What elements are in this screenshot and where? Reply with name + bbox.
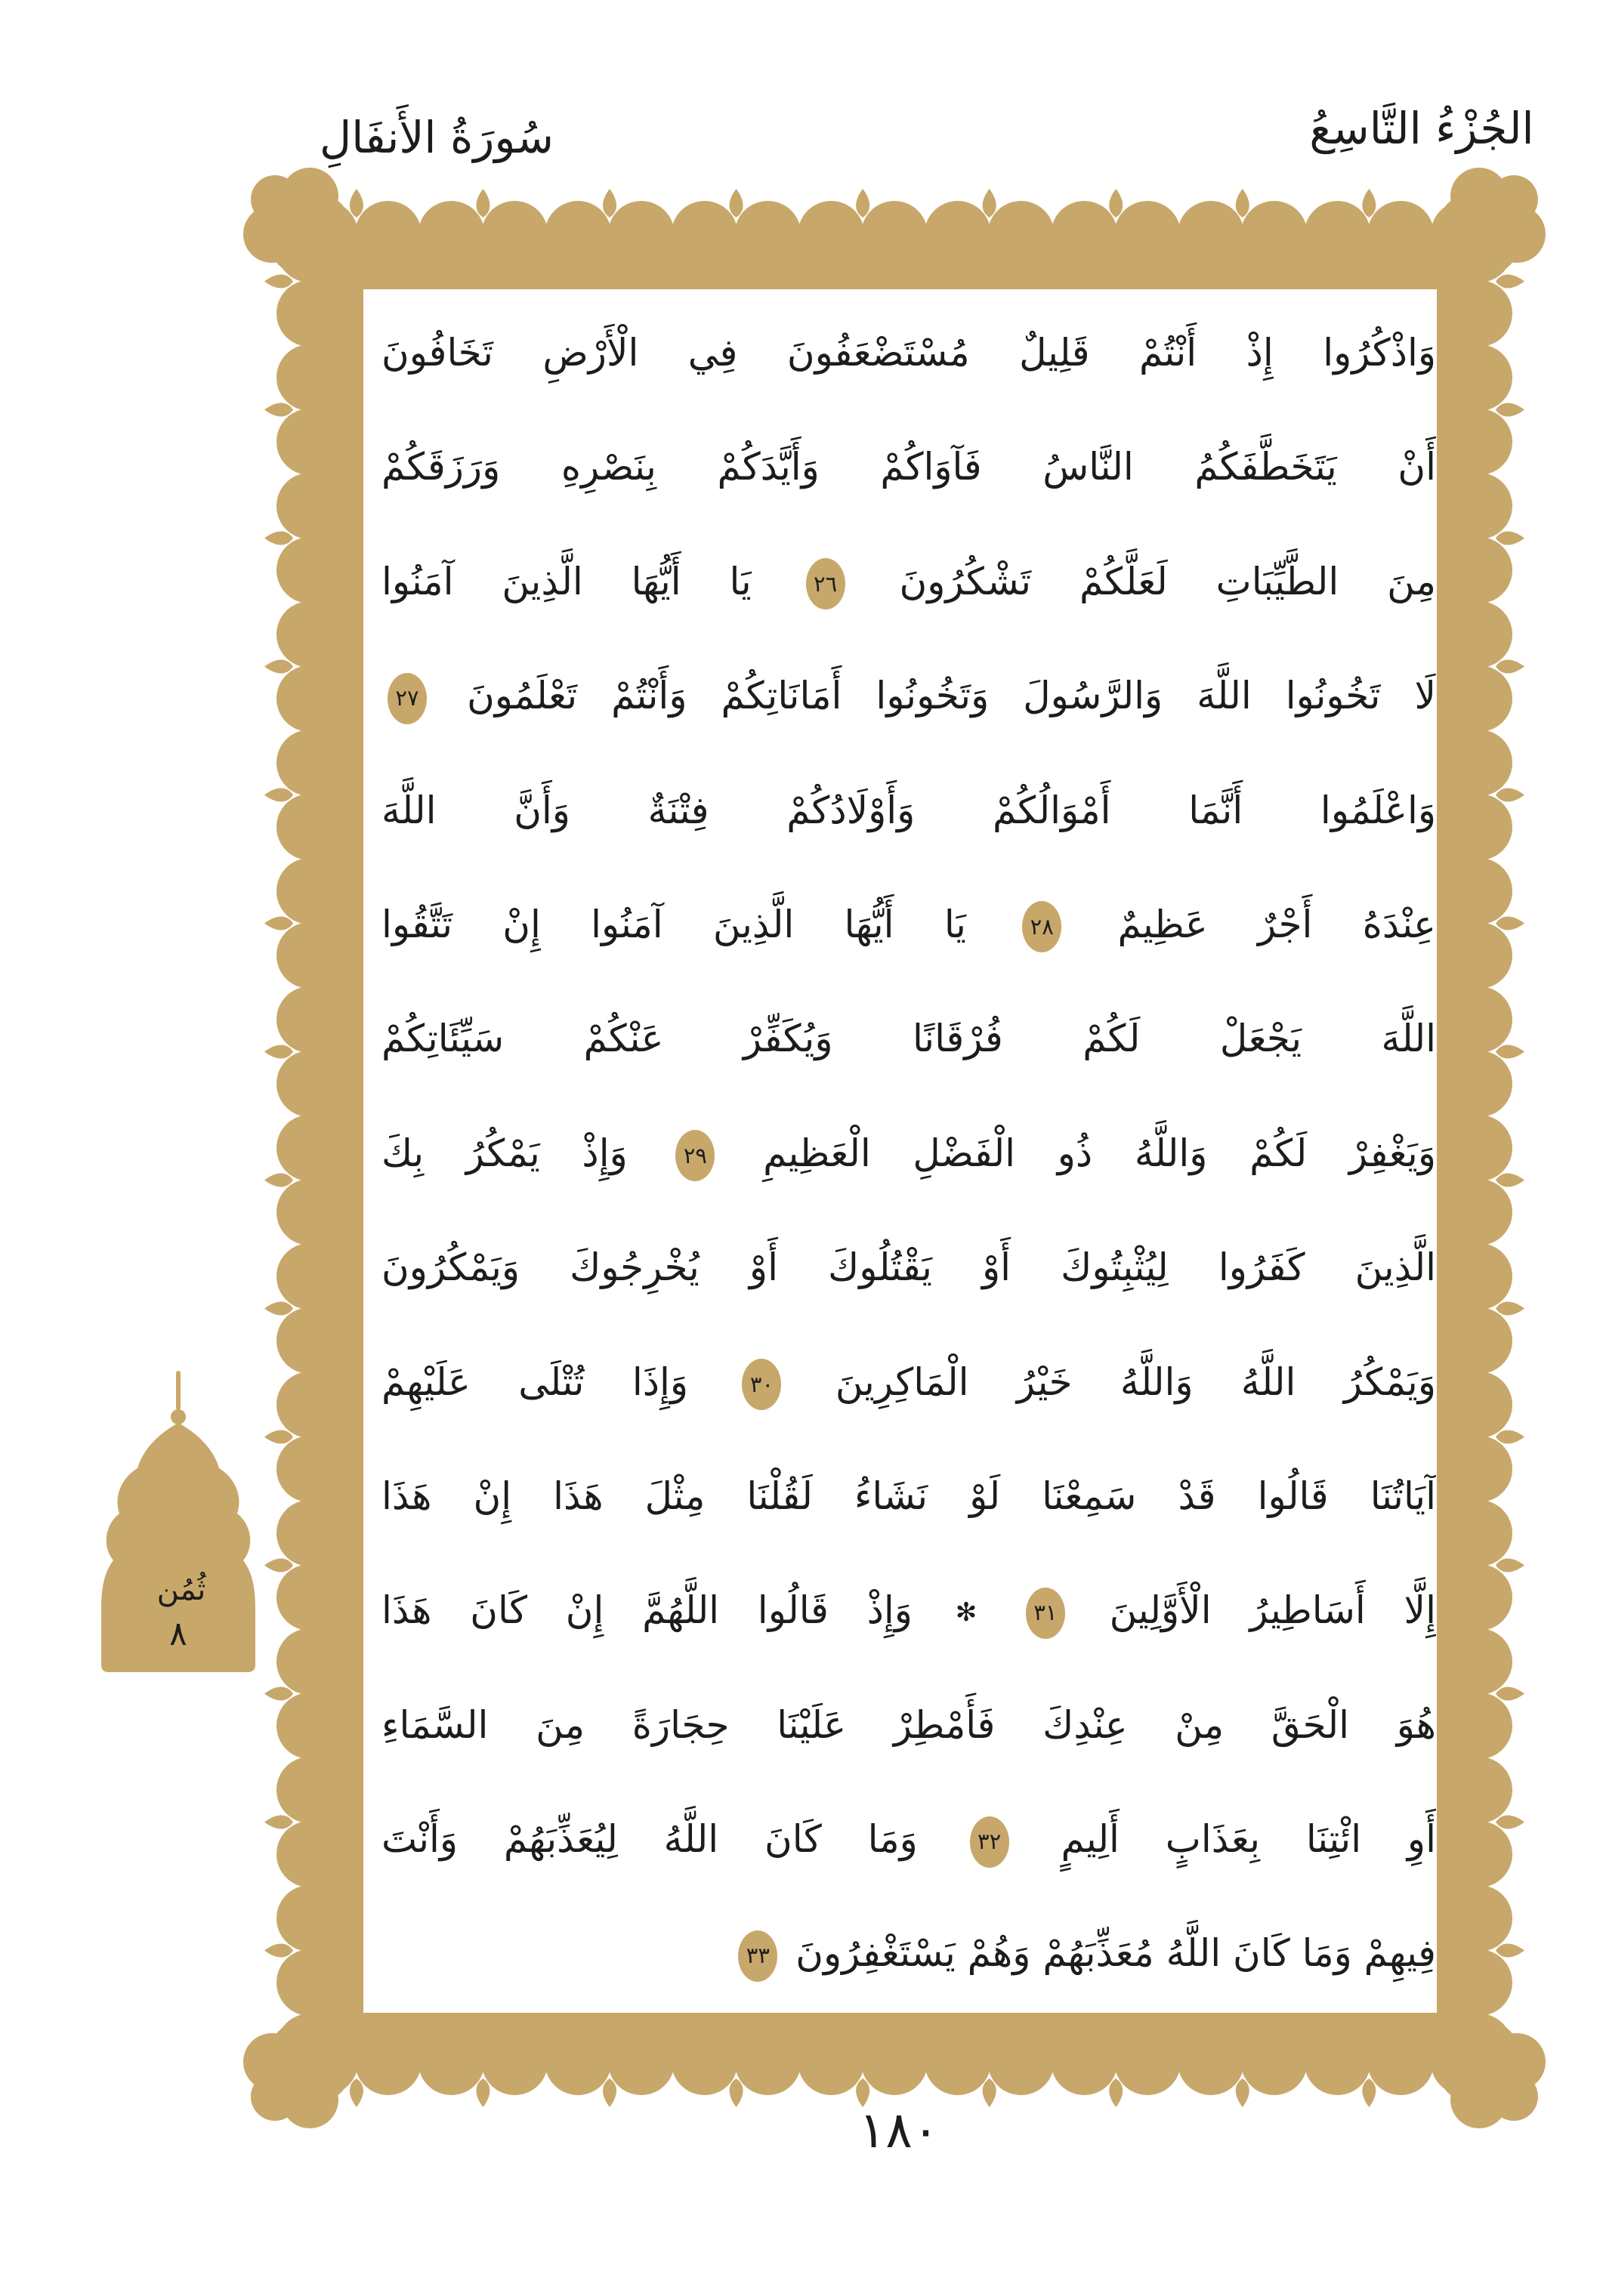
verse-text-segment: وَيَغْفِرْ لَكُمْ وَاللَّهُ ذُو الْفَضْلِ الْعَظِيمِ <box>763 1131 1436 1175</box>
quran-line-13 <box>381 1668 1436 1782</box>
verse-text-segment: أَوِ ائْتِنَا بِعَذَابٍ أَلِيمٍ <box>1061 1817 1436 1862</box>
quran-line-14 <box>381 1782 1436 1896</box>
quran-line-9 <box>381 1211 1436 1325</box>
dome-finial-stem <box>176 1371 181 1410</box>
quran-line-11 <box>381 1440 1436 1554</box>
verse-text-segment: يَا أَيُّهَا الَّذِينَ آمَنُوا إِنْ تَتَّقُوا <box>381 902 966 946</box>
hizb-marker-value: ٨ <box>169 1615 187 1653</box>
page-number: ١٨٠ <box>858 2101 940 2159</box>
surah-title: سُورَةُ الأَنفَالِ <box>320 112 554 163</box>
quran-line-8 <box>381 1097 1436 1211</box>
dome-finial-ball <box>171 1409 186 1424</box>
quran-line-1 <box>381 296 1436 410</box>
quran-line-15 <box>381 1896 1436 2011</box>
verse-text-segment: فِيهِمْ وَمَا كَانَ اللَّهُ مُعَذِّبَهُمْ وَهُمْ يَسْتَغْفِرُونَ <box>795 1931 1436 1976</box>
verse-number-badge: ٣٣ <box>738 1930 777 1982</box>
verse-text-segment: إِلَّا أَسَاطِيرُ الْأَوَّلِينَ <box>1109 1588 1436 1633</box>
verse-text-segment: وَاذْكُرُوا إِذْ أَنْتُمْ قَلِيلٌ مُسْتَضْعَفُونَ فِي الْأَرْضِ تَخَافُونَ <box>381 331 1436 375</box>
verse-text-segment: أَنْ يَتَخَطَّفَكُمُ النَّاسُ فَآوَاكُمْ وَأَيَّدَكُمْ بِنَصْرِهِ وَرَزَقَكُمْ <box>381 445 1436 489</box>
verse-text-segment: عِنْدَهُ أَجْرٌ عَظِيمٌ <box>1117 902 1436 946</box>
quran-line-2 <box>381 410 1436 524</box>
quran-line-7 <box>381 982 1436 1096</box>
verse-number-badge: ٣٠ <box>742 1359 781 1410</box>
verse-text-segment: وَإِذْ قَالُوا اللَّهُمَّ إِنْ كَانَ هَذَا <box>381 1588 913 1633</box>
quran-line-12 <box>381 1554 1436 1668</box>
quran-line-4 <box>381 639 1436 753</box>
verse-number-badge: ٢٩ <box>675 1130 715 1181</box>
quran-text-block <box>381 296 1436 2012</box>
verse-text-segment: آيَاتُنَا قَالُوا قَدْ سَمِعْنَا لَوْ نَشَاءُ لَقُلْنَا مِثْلَ هَذَا إِنْ هَذَا <box>381 1474 1436 1518</box>
quran-line-5 <box>381 754 1436 868</box>
verse-number-badge: ٣٢ <box>970 1816 1009 1868</box>
verse-text-segment: هُوَ الْحَقَّ مِنْ عِنْدِكَ فَأَمْطِرْ عَلَيْنَا حِجَارَةً مِنَ السَّمَاءِ <box>381 1702 1436 1747</box>
verse-text-segment: وَيَمْكُرُ اللَّهُ وَاللَّهُ خَيْرُ الْمَاكِرِينَ <box>835 1359 1436 1404</box>
hizb-quarter-star-icon: ✻ <box>955 1597 977 1628</box>
verse-text-segment: لَا تَخُونُوا اللَّهَ وَالرَّسُولَ وَتَخُونُوا أَمَانَاتِكُمْ وَأَنْتُمْ تَعْلَمُونَ <box>467 674 1436 718</box>
quran-line-10 <box>381 1325 1436 1440</box>
verse-text-segment: الَّذِينَ كَفَرُوا لِيُثْبِتُوكَ أَوْ يَقْتُلُوكَ أَوْ يُخْرِجُوكَ وَيَمْكُرُونَ <box>381 1245 1436 1290</box>
verse-number-badge: ٢٨ <box>1022 901 1061 952</box>
verse-number-badge: ٣١ <box>1026 1588 1065 1639</box>
verse-text-segment: مِنَ الطَّيِّبَاتِ لَعَلَّكُمْ تَشْكُرُونَ <box>899 559 1436 603</box>
verse-text-segment: وَإِذْ يَمْكُرُ بِكَ <box>381 1131 628 1175</box>
verse-text-segment: وَاعْلَمُوا أَنَّمَا أَمْوَالُكُمْ وَأَوْلَادُكُمْ فِتْنَةٌ وَأَنَّ اللَّهَ <box>381 788 1436 832</box>
verse-text-segment: اللَّهَ يَجْعَلْ لَكُمْ فُرْقَانًا وَيُكَفِّرْ عَنْكُمْ سَيِّئَاتِكُمْ <box>381 1017 1436 1061</box>
hizb-eighth-marker <box>101 1371 255 1672</box>
hizb-marker-label: ثُمُن <box>156 1572 206 1607</box>
verse-text-segment: وَإِذَا تُتْلَى عَلَيْهِمْ <box>381 1359 689 1404</box>
verse-number-badge: ٢٦ <box>806 558 845 609</box>
quran-line-6 <box>381 868 1436 982</box>
juz-title: الجُزْءُ التَّاسِعُ <box>1309 103 1534 154</box>
verse-text-segment: يَا أَيُّهَا الَّذِينَ آمَنُوا <box>381 559 752 603</box>
verse-text-segment: وَمَا كَانَ اللَّهُ لِيُعَذِّبَهُمْ وَأَنْتَ <box>381 1817 918 1862</box>
quran-line-3 <box>381 525 1436 639</box>
verse-number-badge: ٢٧ <box>388 673 427 724</box>
